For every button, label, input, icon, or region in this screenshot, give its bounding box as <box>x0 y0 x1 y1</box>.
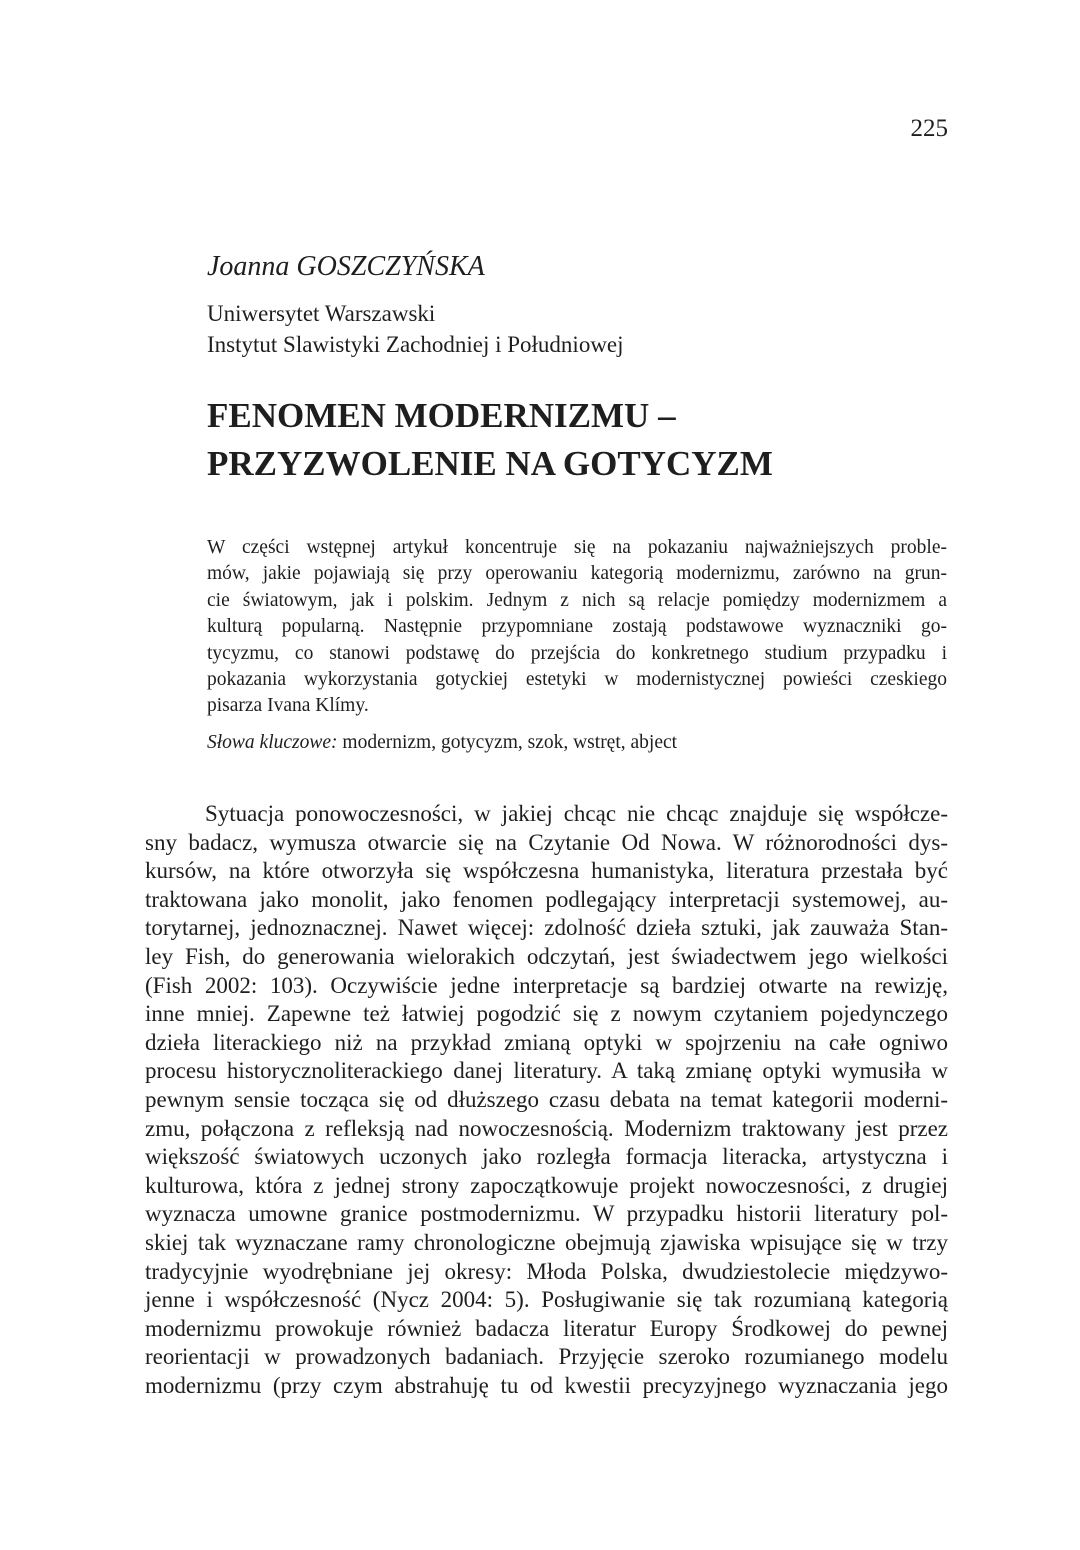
body-line: kulturowa, która z jednej strony zapoczątkowuje projekt nowoczesności, z drugiej <box>145 1172 948 1198</box>
affiliation-institute: Instytut Slawistyki Zachodniej i Południowej <box>207 332 624 357</box>
body-text <box>145 800 948 1400</box>
abstract-line: mów, jakie pojawiają się przy operowaniu kategorią modernizmu, zarówno na grun- <box>207 563 947 585</box>
keywords-value: modernizm, gotycyzm, szok, wstręt, abject <box>337 731 678 753</box>
keywords <box>207 730 947 756</box>
abstract-line: kulturą popularną. Następnie przypomniane zostają podstawowe wyznaczniki go- <box>207 616 947 638</box>
abstract-line: pisarza Ivana Klímy. <box>207 695 369 717</box>
body-line: wyznacza umowne granice postmodernizmu. W przypadku historii literatury pol- <box>145 1201 948 1227</box>
body-line: skiej tak wyznaczane ramy chronologiczne obejmują zjawiska wpisujące się w trzy <box>145 1229 948 1255</box>
body-line: sny badacz, wymusza otwarcie się na Czytanie Od Nowa. W różnorodności dys- <box>145 829 948 855</box>
abstract-text <box>207 535 947 720</box>
title-line: FENOMEN MODERNIZMU – <box>207 396 676 435</box>
abstract <box>207 535 947 756</box>
body-line: reorientacji w prowadzonych badaniach. Przyjęcie szeroko rozumianego modelu <box>145 1344 948 1370</box>
abstract-line: tycyzmu, co stanowi podstawę do przejścia do konkretnego studium przypadku i <box>207 642 947 664</box>
affiliation-university: Uniwersytet Warszawski <box>207 301 436 326</box>
article-title <box>207 392 773 488</box>
body-line: traktowana jako monolit, jako fenomen podlegający interpretacji systemowej, au- <box>145 886 948 912</box>
abstract-line: pokazania wykorzystania gotyckiej estetyki w modernistycznej powieści czeskiego <box>207 669 947 691</box>
body-line: inne mniej. Zapewne też łatwiej pogodzić się z nowym czytaniem pojedynczego <box>145 1001 948 1027</box>
abstract-line: W części wstępnej artykuł koncentruje się na pokazaniu najważniejszych proble- <box>207 537 947 558</box>
body-line: ley Fish, do generowania wielorakich odczytań, jest świadectwem jego wielkości <box>145 943 948 969</box>
body-line: Sytuacja ponowoczesności, w jakiej chcąc nie chcąc znajduje się współcze- <box>205 801 948 826</box>
title-line: PRZYZWOLENIE NA GOTYCYZM <box>207 444 773 483</box>
body-line: modernizmu prowokuje również badacza literatur Europy Środkowej do pewnej <box>145 1315 948 1341</box>
body-line: zmu, połączona z refleksją nad nowoczesnością. Modernizm traktowany jest przez <box>145 1115 948 1141</box>
body-line: większość światowych uczonych jako rozległa formacja literacka, artystyczna i <box>145 1144 948 1170</box>
body-line: pewnym sensie tocząca się od dłuższego czasu debata na temat kategorii moderni- <box>145 1086 948 1112</box>
body-line: procesu historycznoliterackiego danej literatury. A taką zmianę optyki wymusiła w <box>145 1058 948 1084</box>
affiliation <box>207 298 624 360</box>
body-line: tradycyjnie wyodrębniane jej okresy: Młoda Polska, dwudziestolecie międzywo- <box>145 1258 948 1284</box>
body-line: modernizmu (przy czym abstrahuję tu od kwestii precyzyjnego wyznaczania jego <box>145 1372 948 1398</box>
body-line: (Fish 2002: 103). Oczywiście jedne interpretacje są bardziej otwarte na rewizję, <box>145 972 948 998</box>
author-name: Joanna GOSZCZYŃSKA <box>207 251 485 282</box>
keywords-label: Słowa kluczowe: <box>207 731 338 753</box>
body-line: dzieła literackiego niż na przykład zmianą optyki w spojrzeniu na całe ogniwo <box>145 1029 948 1055</box>
abstract-line: cie światowym, jak i polskim. Jednym z nich są relacje pomiędzy modernizmem a <box>207 589 947 611</box>
body-line: torytarnej, jednoznacznej. Nawet więcej: zdolność dzieła sztuki, jak zauważa Stan- <box>145 915 948 941</box>
page-number: 225 <box>910 115 948 142</box>
body-line: kursów, na które otworzyła się współczesna humanistyka, literatura przestała być <box>145 858 948 884</box>
body-line: jenne i współczesność (Nycz 2004: 5). Posługiwanie się tak rozumianą kategorią <box>145 1287 948 1313</box>
